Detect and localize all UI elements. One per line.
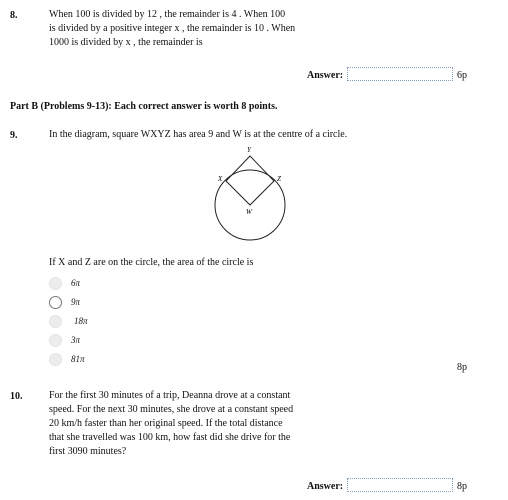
label-y: Y	[247, 146, 251, 154]
q8-answer-label: Answer:	[307, 70, 344, 81]
radio-button[interactable]	[49, 353, 62, 366]
choice-5[interactable]	[49, 351, 88, 367]
q10-answer-label: Answer:	[307, 481, 344, 492]
choice-label: 3π	[71, 335, 81, 345]
choice-2[interactable]	[49, 294, 88, 310]
radio-button[interactable]	[49, 334, 62, 347]
radio-button[interactable]	[49, 315, 62, 328]
q9-text: In the diagram, square WXYZ has area 9 and W is at the centre of a circle.	[49, 129, 348, 140]
q10-text	[49, 389, 293, 459]
label-w: W	[246, 208, 252, 216]
q8-line-1: When 100 is divided by 12 , the remainder is 4 . When 100	[49, 9, 286, 20]
choice-4[interactable]	[49, 332, 88, 348]
q9-prompt: If X and Z are on the circle, the area of the circle is	[49, 257, 254, 268]
choice-label: 18π	[74, 316, 88, 326]
q8-line-2: is divided by a positive integer x , the remainder is 10 . When	[49, 23, 296, 34]
q10-line-5: first 3090 minutes?	[49, 446, 127, 457]
q8-points: 6p	[457, 70, 467, 81]
choice-label: 81π	[71, 354, 85, 364]
q9-choices	[49, 275, 88, 367]
radio-button[interactable]	[49, 296, 62, 309]
part-b-heading: Part B (Problems 9-13): Each correct answer is worth 8 points.	[10, 101, 278, 112]
circle-square-diagram	[205, 143, 295, 248]
q10-line-1: For the first 30 minutes of a trip, Deanna drove at a constant	[49, 390, 291, 401]
radio-button[interactable]	[49, 277, 62, 290]
q10-line-2: speed. For the next 30 minutes, she drove at a constant speed	[49, 404, 294, 415]
choice-1[interactable]	[49, 275, 88, 291]
choice-label: 6π	[71, 278, 81, 288]
choice-3[interactable]	[49, 313, 88, 329]
q10-number: 10.	[10, 391, 23, 402]
q8-line-3: 1000 is divided by x , the remainder is	[49, 37, 203, 48]
q9-number: 9.	[10, 130, 18, 141]
q10-answer-input[interactable]	[347, 478, 453, 492]
q9-points: 8p	[457, 362, 467, 373]
q8-text	[49, 8, 295, 50]
square-wxyz	[226, 156, 274, 205]
q10-line-3: 20 km/h faster than her original speed. If the total distance	[49, 418, 283, 429]
q8-answer-input[interactable]	[347, 67, 453, 81]
q8-number: 8.	[10, 10, 18, 21]
q10-line-4: that she travelled was 100 km, how fast did she drive for the	[49, 432, 291, 443]
label-z: Z	[277, 175, 281, 183]
label-x: X	[218, 175, 223, 183]
q10-points: 8p	[457, 481, 467, 492]
choice-label: 9π	[71, 297, 81, 307]
